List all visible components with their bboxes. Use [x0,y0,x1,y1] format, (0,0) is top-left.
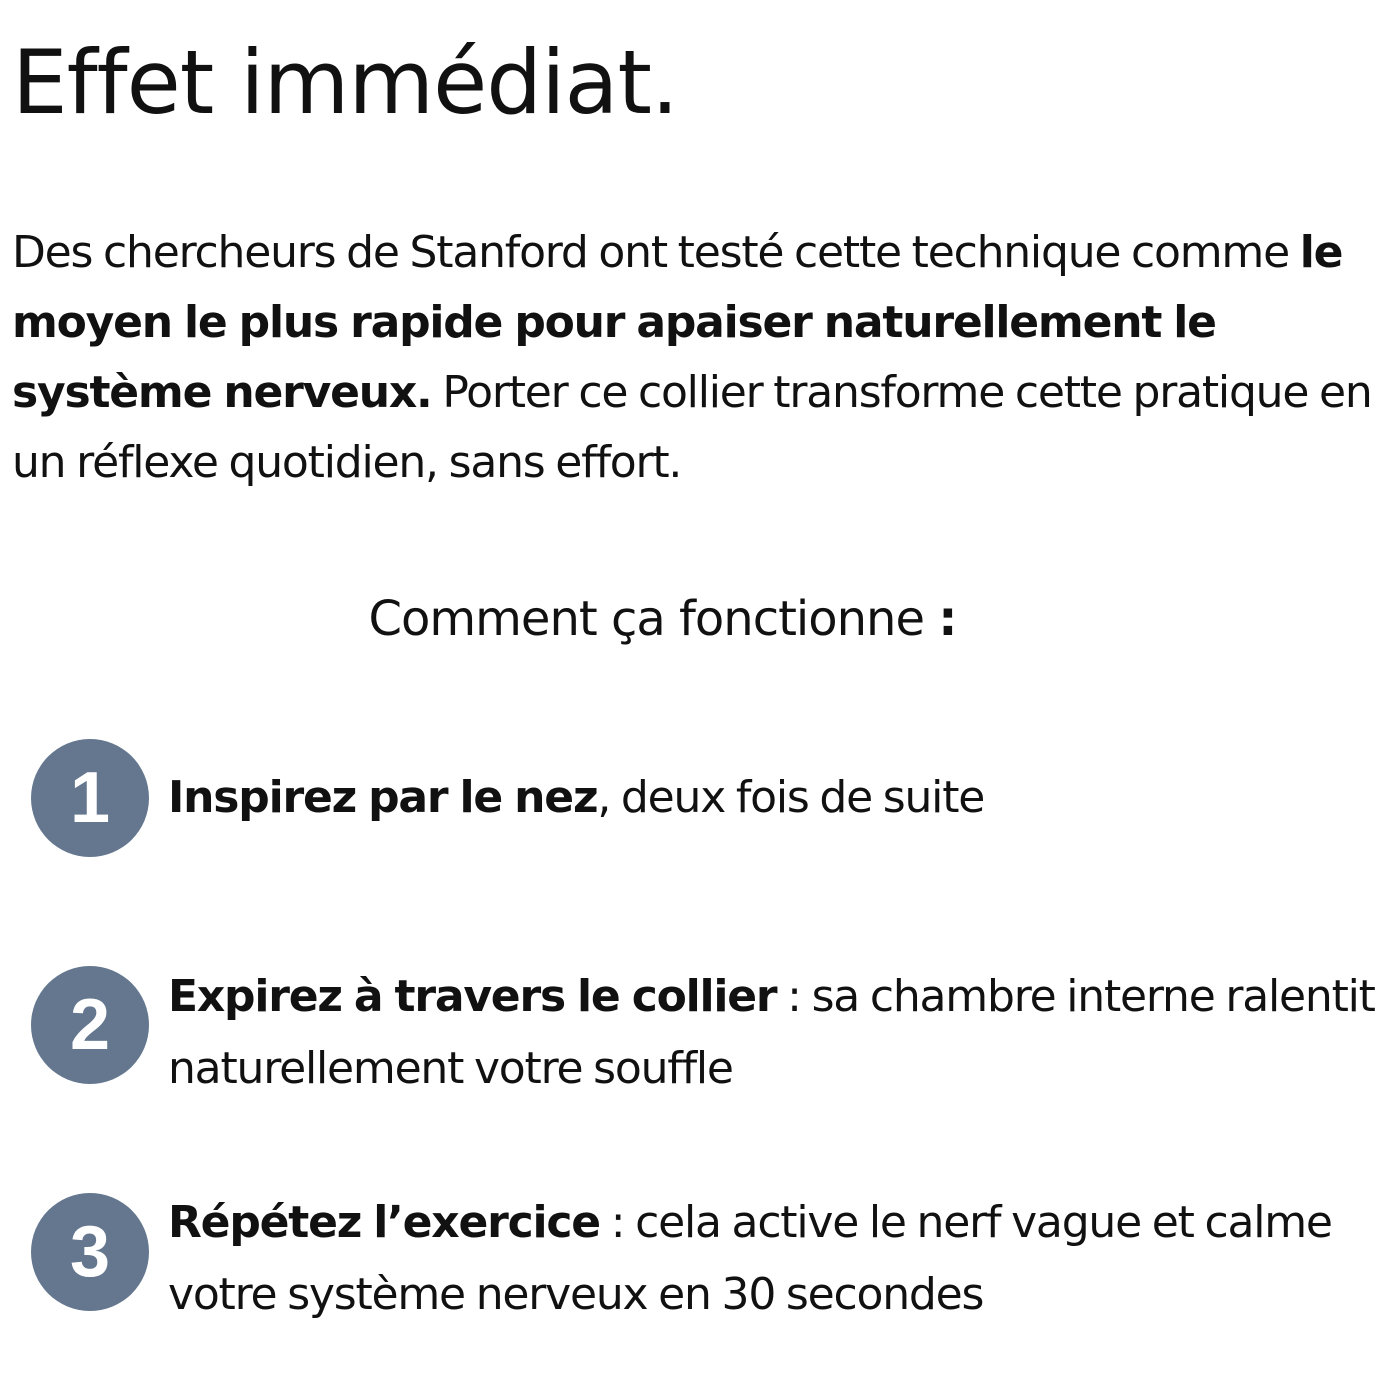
how-it-works-label: Comment ça fonctionne [368,591,939,647]
intro-text-end: Porter ce collier transforme cette pratique en un réflexe quotidien, sans effort. [12,367,1372,488]
step-text [168,1187,1383,1331]
how-it-works-heading [0,584,1325,654]
intro-highlight: le moyen le plus rapide pour apaiser naturellement le système nerveux. [12,227,1343,418]
step-description: : sa chambre interne ralentit naturellement votre souffle [168,971,1375,1094]
step-action: Expirez à travers le collier [168,971,777,1022]
step-number-badge: 2 [31,966,149,1084]
step-text [168,762,1383,834]
step-number-badge: 3 [31,1193,149,1311]
step-description: : cela active le nerf vague et calme votre système nerveux en 30 secondes [168,1197,1332,1320]
step-action: Répétez l’exercice [168,1197,600,1248]
how-it-works-colon: : [938,591,957,647]
intro-paragraph [12,218,1397,498]
step-number-badge: 1 [31,739,149,857]
intro-text-start: Des chercheurs de Stanford ont testé cette technique comme [12,227,1300,278]
step-action: Inspirez par le nez [168,772,598,823]
step-description: , deux fois de suite [597,772,985,823]
step-text [168,961,1383,1105]
page-title: Effet immédiat. [12,31,678,134]
